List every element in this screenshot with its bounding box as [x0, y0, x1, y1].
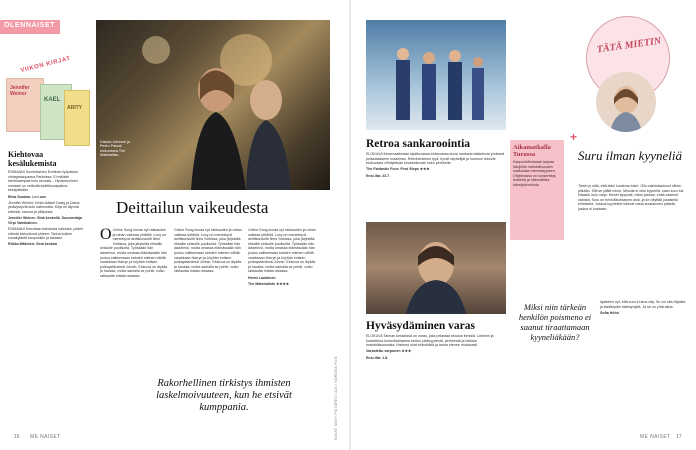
column-byline: Sofia Höhn	[600, 310, 619, 315]
reading-list-byline-2: Jennifer Weiner: Sinä keskellä. Suomentaja Virpi Vainikainen.	[8, 216, 83, 225]
book-cover-1	[6, 78, 44, 132]
column-portrait	[596, 72, 656, 132]
column-title: Suru ilman kyyneliä	[578, 148, 682, 163]
feature-3-body	[366, 334, 506, 362]
feature-photo-art	[96, 20, 330, 190]
feature-2-text: ELOKUVA Ihmemaailmaan sijoittuvassa elokuvassa kuusi sankaria taistelevat yhdessä pelastaakseen maailman. Retrohenkinen tyyli, hyvät näyttelijät ja huumori tekevät elokuvasta viihdyttävän kesäelokuvan koko perheelle.	[366, 152, 505, 166]
column-body	[578, 184, 684, 213]
book-cover-3	[64, 90, 90, 146]
feature-body-col-3	[248, 228, 316, 368]
feature-dropcap: O	[100, 228, 112, 243]
reading-list-body	[8, 170, 86, 248]
footer-left-page: 16	[14, 434, 20, 440]
feature-byline: Helmi Laulainen	[248, 275, 276, 280]
book-cover-3-text: ARITY	[67, 105, 82, 111]
reading-list-byline-1: Elisa Suokas: Le Luxe	[8, 194, 46, 199]
feature-2-release: Ensi-ilta: 23.7.	[366, 173, 391, 178]
book-cover-2-text: KAEL	[44, 97, 61, 103]
feature-body-text-3: Celine Song kuvaa nyt rakkauden ja rahan vaikeaa yhtälöä. Lucy on menestyvä deittikonsultti New Yorkissa, joka järjestää rikkaille sinkuille puolisoita. Työssään hän laskelmoi, mutta omassa elämässään hän joutuu valitsemaan kahden miehen välillä: varakkaan Harryn ja köyhän entisen poikaystävänsä Johnin. Elokuva on älykäs ja hauska, mutta samalla se pohtii, voiko rakkautta mitata rahassa.	[248, 228, 316, 274]
section-label: OLENNAISET	[4, 22, 56, 29]
footer-right-page: 17	[676, 434, 682, 440]
photo-credit: KUVAT: SONY PICTURES / A24 / NORDISK FILM	[334, 356, 338, 440]
reading-list-text-2: Jennifer Weiner: Keski-ikäiset Daisy ja Diana ystävystyvät kuin sattumalta. Kirja on täynnä elämää, naurua ja yllätyksiä.	[8, 200, 80, 214]
reading-list-heading: Kiehtovaa kesälukemista	[8, 150, 57, 168]
feature-photo	[96, 20, 330, 190]
reading-list-badge: VIIKON KIRJAT	[20, 55, 72, 75]
sidebar-note-title: Aikamatkalla Turussa	[513, 144, 551, 158]
photo-caption: Dakota Johnson ja Pedro Pascal elokuvassa The Materialists.	[100, 140, 130, 158]
feature-2-photo	[366, 20, 506, 130]
feature-body-text-2: Celine Song kuvaa nyt rakkauden ja rahan vaikeaa yhtälöä. Lucy on menestyvä deittikonsultti New Yorkissa, joka järjestää rikkaille sinkuille puolisoita. Työssään hän laskelmoi, mutta omassa elämässään hän joutuu valitsemaan kahden miehen välillä: varakkaan Harryn ja köyhän entisen poikaystävänsä Johnin. Elokuva on älykäs ja hauska, mutta samalla se pohtii, voiko rakkautta mitata rahassa.	[174, 228, 242, 274]
feature-pull-quote: Rakorhellinen tirkistys ihmisten laskelmoivuuteen, kun he etsivät kumppania.	[156, 378, 292, 413]
feature-3-title: Hyväsydäminen varas	[366, 320, 475, 332]
sidebar-note	[510, 140, 564, 240]
feature-3-text: ELOKUVA Tarinan keskiössä on varas, joka pelastaa seudun ihmisiä. Lämmin ja koskettava komediadraama kertoo ystävyydestä, perheestä ja toisista mahdollisuuksista. Hahmot ovat inhimillisiä ja tarina etenee mukavasti.	[366, 334, 494, 348]
footer-right-mag: ME NAISET	[640, 434, 671, 440]
feature-2-byline: The Fantastic Four: First Steps ★★★	[366, 167, 430, 172]
column-portrait-art	[596, 72, 656, 132]
column-body-2	[600, 300, 686, 317]
plus-icon: +	[570, 130, 578, 144]
feature-3-photo	[366, 222, 506, 314]
footer-left-mag: ME NAISET	[30, 434, 61, 440]
feature-3-photo-art	[366, 222, 506, 314]
reading-list-text-3: ROMAANI Kerrotaan kahdesta naisesta, joiden elämät kietoutuvat yhteen. Tarina kulkee lomakylästä kaupunkiin ja takaisin.	[8, 226, 84, 241]
book-cover-1-text: Jennifer Weiner	[10, 85, 30, 97]
reading-list-text-1: ROMAANI Suomalainen Evelinan työpaikan vintagekaupassa Pariisissa. Ei mikään kiehtovampaa kuin seurata... Hyväntuulinen romaani on vetävää todellisuuspakoa kesäpäivään.	[8, 170, 78, 193]
feature-title: Deittailun vaikeudesta	[116, 198, 269, 217]
feature-body-col-1	[100, 228, 168, 368]
feature-body-col-2	[174, 228, 242, 368]
feature-3-release: Ensi-ilta: 1.8.	[366, 355, 389, 360]
reading-list-byline-3: Riikka Mäkinen: Sinä kesänä	[8, 242, 57, 247]
feature-body-text: Celine Song kuvaa nyt rakkauden ja rahan vaikeaa yhtälöä. Lucy on menestyvä deittikonsultti New Yorkissa, joka järjestää rikkaille sinkuille puolisoita. Työssään hän laskelmoi, mutta omassa elämässään hän joutuu valitsemaan kahden miehen välillä: varakkaan Harryn ja köyhän entisen poikaystävänsä Johnin. Elokuva on älykäs ja hauska, mutta samalla se pohtii, voiko rakkautta mitata rahassa.	[100, 228, 168, 278]
feature-2-body	[366, 152, 506, 180]
column-text-2: Ajattelen nyt, että suru ei aina näy. Se voi olla hiljaista ja sisäänpäin kääntynyttä. Ja se on yhtä aitoa.	[600, 300, 686, 309]
feature-2-title: Retroa sankaroointia	[366, 138, 471, 150]
spread-gutter	[349, 0, 351, 450]
feature-3-byline: Varastettu varpunen ★★★	[366, 349, 412, 354]
feature-rating: The Materialists ★★★★	[248, 281, 290, 286]
column-text: Tiesin jo siitä, että isäni kuolema tulee. Olin valmistautunut siihen pitkään. Silti se yllätti minut. Minulla ei ollut kyyneliä, vaan suru tuli hitaasti, kuin varjo. Monet kysyivät, miten jaksan, enkä osannut vastata. Suru on henkilökohtainen asia, ja se näyttää jokaisella erilaiselta. Joskus kyyneleet tulevat vasta kuukausien päästä, joskus ei koskaan.	[578, 184, 684, 211]
column-badge: TÄTÄ MIETIN	[596, 35, 662, 56]
feature-2-photo-art	[366, 20, 506, 130]
column-pull-quote: Miksi niin tärkeän henkilön poismeno ei saanut tiraattamaan kyyneliäkään?	[518, 302, 592, 342]
sidebar-note-body: Kaupunkifestivaali tarjoaa kävijöille mahdollisuuden matkustaa menneisyyteen. Ohjelmassa on konsertteja, teatteria ja historiallisia kävelykierroksia.	[513, 160, 557, 187]
